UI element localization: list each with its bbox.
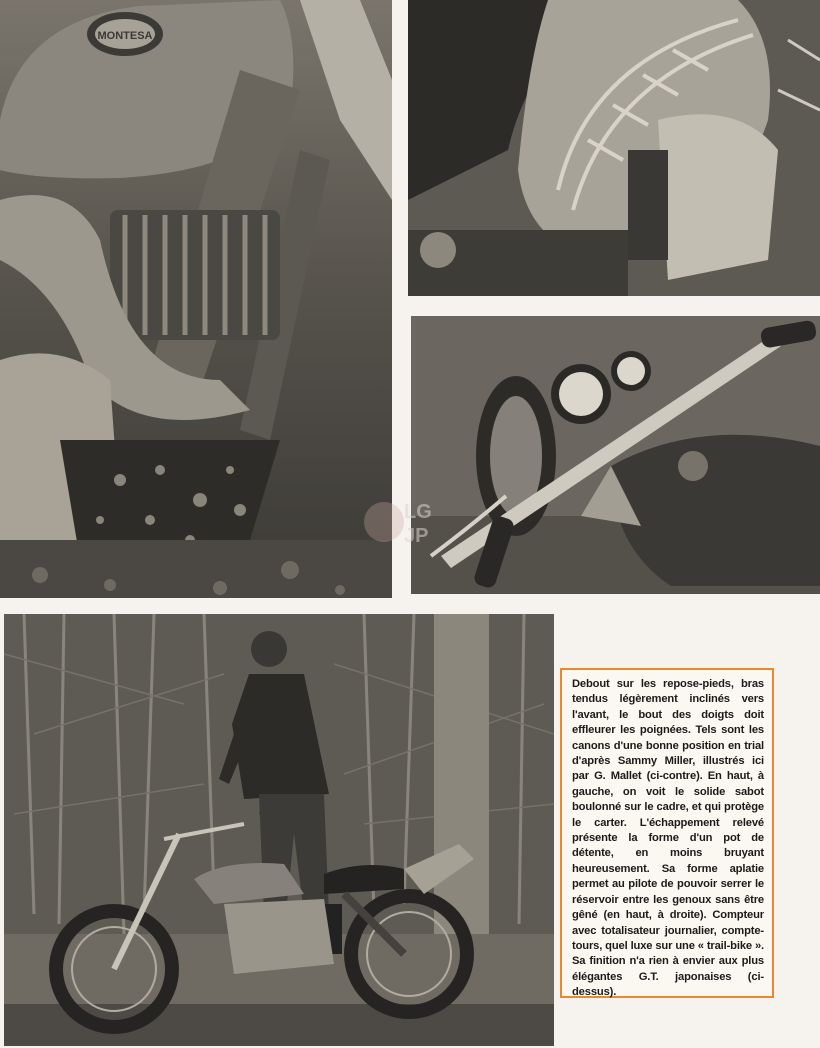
watermark-line2: JP bbox=[404, 525, 429, 547]
caption-text: Debout sur les repose-pieds, bras tendus légèrement inclinés vers l'avant, le bout des doigts doit effleurer les poignées. Tels sont les canons d'une bonne position en trial d'après Sammy Miller, illustrés ici par G. Mallet (ci-contre). En haut, à gauche, on voit le solide sabot boulonné sur le cadre, et qui protège le carter. L'échappement relevé présente la forme d'un pot de détente, en moins bruyant heureusement. Sa forme aplatie permet au pilote de pouvoir serrer le réservoir entre les genoux sans être gêné (en haut, à droite). Compteur avec totalisateur journalier, compte-tours, quel luxe sur une « trail-bike ». Sa finition n'a rien à envier aux plus élégantes G.T. japonaises (ci-dessus). bbox=[572, 678, 764, 999]
watermark-line1: LG bbox=[404, 501, 432, 523]
exhaust-closeup-icon bbox=[408, 0, 820, 296]
exhaust-closeup-photo bbox=[408, 0, 820, 296]
engine-closeup-icon bbox=[0, 0, 392, 598]
watermark-logo bbox=[362, 492, 462, 552]
dashboard-closeup-photo bbox=[411, 316, 820, 594]
caption-box bbox=[560, 668, 774, 998]
tank-badge-text: MONTESA bbox=[97, 30, 153, 42]
watermark-icon bbox=[362, 492, 462, 552]
rider-photo-icon bbox=[4, 614, 554, 1046]
engine-closeup-photo bbox=[0, 0, 392, 598]
rider-photo bbox=[4, 614, 554, 1046]
dashboard-closeup-icon bbox=[411, 316, 820, 594]
